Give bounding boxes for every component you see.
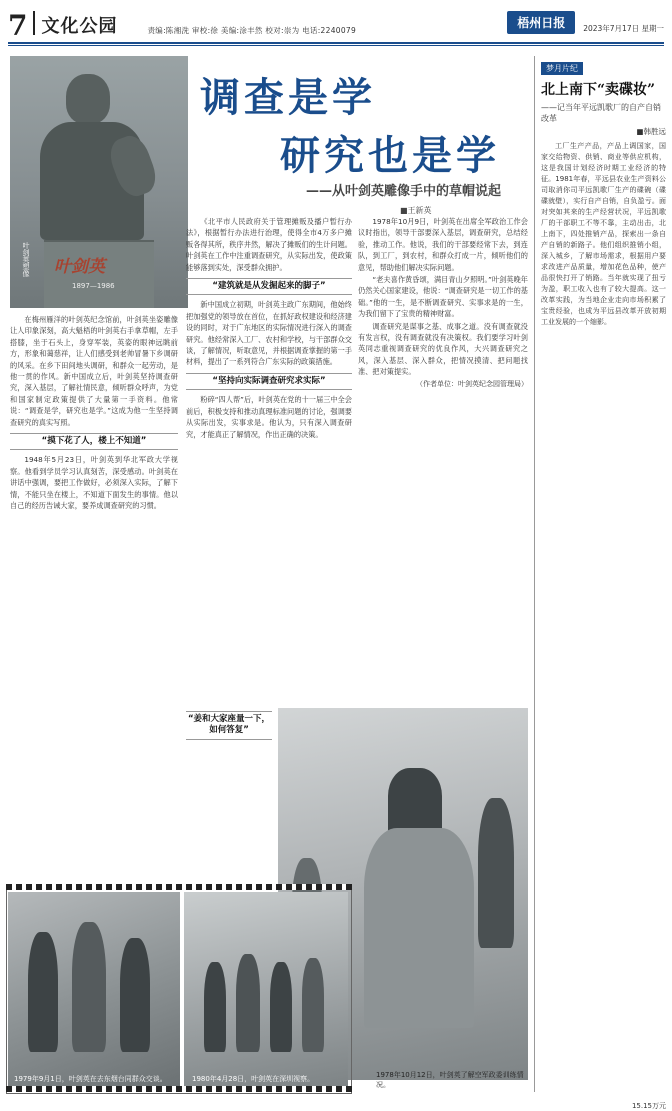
- author-note: （作者单位：叶剑英纪念园管理局）: [416, 379, 528, 388]
- article-column-2: [186, 216, 352, 702]
- section-subtitle: “姜和大家座量一下，如何答复”: [186, 711, 272, 740]
- section-subtitle: “摸下花了人，楼上不知道”: [10, 433, 178, 450]
- photo-c-caption: 1978年10月12日，叶剑英了解空军政委训练情况。: [376, 1071, 524, 1089]
- statue-caption: 叶剑英塑像: [22, 242, 30, 277]
- film-strip-bottom: [6, 1086, 352, 1092]
- photo-figure: [120, 938, 150, 1052]
- section-subtitle: “建筑就是从发掘起来的脚子”: [186, 278, 352, 295]
- section-name: 文化公园: [41, 16, 118, 37]
- byline: ■王新英: [400, 206, 432, 215]
- header-divider: [33, 11, 35, 35]
- article-column-2b: [186, 706, 272, 882]
- paragraph: 工厂生产产品，产品上调国家，国家交给物资、供销、商业等供应机构，这是我国计划经济时期工业经济的特征。1981年春，平远县农业生产资料公司取消你司平远凯歌厂生产的碟碗（碟碟就壁），实行自产自销，自负盈亏。面对突如其来的生产经营状况，平远凯歌厂的干部职工不等不靠，主动出击，北上南下，四处推销产品，探索出一条自产自销的新路子。他们组织推销小组，深入城乡，了解市场需求，根据用户要求改进产品质量，增加花色品种，使产品很快打开了销路。当年就实现了扭亏为盈，职工收入也有了较大提高。这一改革实践，为当地企业走向市场积累了宝贵经验，也成为平远县改革开放初期工业发展的一个缩影。: [541, 142, 666, 326]
- sidebar-article: [534, 56, 666, 1110]
- photo-farm-talk: [8, 892, 180, 1088]
- edit-info: 责编:陈湘洗 审校:徐 美编:涂丰然 校对:崇为 电话:2240079: [147, 26, 357, 35]
- photo-figure: [364, 828, 474, 1028]
- page-header: [8, 6, 664, 40]
- statue-signature: 叶剑英: [54, 257, 105, 277]
- sidebar-subtitle: ——记当年平远凯歌厂的自产自销改革: [541, 103, 661, 123]
- issue-date: 2023年7月17日 星期一: [583, 24, 664, 33]
- headline-line1: 调查是学: [200, 74, 376, 121]
- sidebar-tag: 梦月片纪: [541, 62, 583, 75]
- sidebar-body: [541, 141, 666, 1101]
- section-subtitle: “坚持向实际调查研究求实际”: [186, 373, 352, 390]
- paragraph: 在梅州雁洋的叶剑英纪念馆前，叶剑英坐姿雕像让人印象深刻，高大魁梧的叶剑英右手拿草帽，左手搭膝，坐于石头上，身穿军装，英姿的眼神远眺前方，形象和蔼慈祥，让人们感受到老帅冒暑下乡调研的风采。在乡下田间地头调研，和群众一起劳动，是他一贯的作风。新中国成立后，叶剑英坚持调查研究，深入基层，了解社情民意，倾听群众呼声，为党和国家制定政策提供了大量第一手资料。他常说：“调查是学，研究也是学。”这成为他一生坚持调查研究的真实写照。: [10, 315, 178, 427]
- photo-figure: [270, 962, 292, 1052]
- statue-photo: [10, 56, 188, 308]
- photo-b-caption: 1980年4月28日，叶剑英在深圳视察。: [192, 1075, 315, 1083]
- paragraph: 1948年5月23日，叶剑英到华北军政大学视察。他看到学员学习认真刻苦，深受感动。叶剑英在讲话中强调，要把工作做好，必须深入实际，了解下情，不能只坐在楼上，不知道下面发生的事情。他以自己的经历告诫大家，要养成调查研究的习惯。: [10, 455, 178, 511]
- photo-figure: [302, 958, 324, 1052]
- paragraph: 粉碎“四人帮”后，叶剑英在党的十一届三中全会前后，积极支持和推动真理标准问题的讨论，强调要从实际出发，实事求是。他认为，只有深入调查研究，才能真正了解情况，作出正确的决策。: [186, 395, 352, 439]
- header-rule-thin: [8, 45, 664, 46]
- header-rule: [8, 42, 664, 44]
- sidebar-note: 15.15万元: [631, 1102, 666, 1110]
- subheadline: ——从叶剑英雕像手中的草帽说起: [306, 184, 502, 199]
- photo-figure: [28, 932, 58, 1052]
- masthead-logo: 梧州日报: [507, 11, 575, 34]
- paragraph: 1978年10月9日，叶剑英在出席全军政治工作会议时指出，领导干部要深入基层，调查研究，总结经验，推动工作。他说，我们的干部要经常下去，到连队，到工厂，到农村，和群众打成一片，倾听他们的意见，帮助他们解决实际问题。: [358, 217, 528, 272]
- statue-years: 1897—1986: [72, 282, 115, 290]
- article-column-3: [358, 216, 528, 702]
- sidebar-author: ■韩胜远: [636, 127, 666, 136]
- paragraph: “老夫喜作黄昏颂，满目青山夕照明。”叶剑英晚年仍然关心国家建设，他说：“调查研究是一切工作的基础。”他的一生，是不断调查研究、实事求是的一生，为我们留下了宝贵的精神财富。: [358, 275, 528, 319]
- paragraph: 《北平市人民政府关于管理摊贩及播户暂行办法》，根据暂行办法进行治理，使得全市4万多户摊贩各得其所，秩序井然，解决了摊贩们的生计问题。叶剑英在工作中注重调查研究，从实际出发，使政策能够落到实处，深受群众拥护。: [186, 217, 352, 272]
- paragraph: 新中国成立初期，叶剑英主政广东期间，他始终把加强党的领导放在首位，在抓好政权建设和经济建设的同时，对于广东地区的实际情况进行深入的调查研究。他经常深入工厂、农村和学校，与干部群众交谈，了解情况，听取意见，并根据调查掌握的第一手材料，提出了一系列符合广东实际的政策措施。: [186, 300, 352, 367]
- statue-head: [66, 74, 110, 124]
- photo-figure: [236, 954, 260, 1052]
- photo-shenzhen: [184, 892, 348, 1088]
- photo-figure: [204, 962, 226, 1052]
- headline-line2: 研究也是学: [280, 132, 500, 179]
- article-column-1: [10, 314, 178, 880]
- paragraph: 调查研究是谋事之基、成事之道。没有调查就没有发言权，没有调查就没有决策权。我们要学习叶剑英同志重视调查研究的优良作风，大兴调查研究之风，深入基层、深入群众，把情况摸清、把问题找准、把对策提实。: [358, 321, 528, 377]
- photo-a-caption: 1979年9月1日，叶剑英在去东烟台同群众交谈。: [14, 1075, 167, 1083]
- sidebar-title: 北上南下“卖碟妆”: [541, 82, 656, 98]
- photo-figure: [478, 798, 514, 948]
- photo-figure: [72, 922, 106, 1052]
- film-strip-top: [6, 884, 352, 890]
- page-number: 7: [8, 9, 28, 42]
